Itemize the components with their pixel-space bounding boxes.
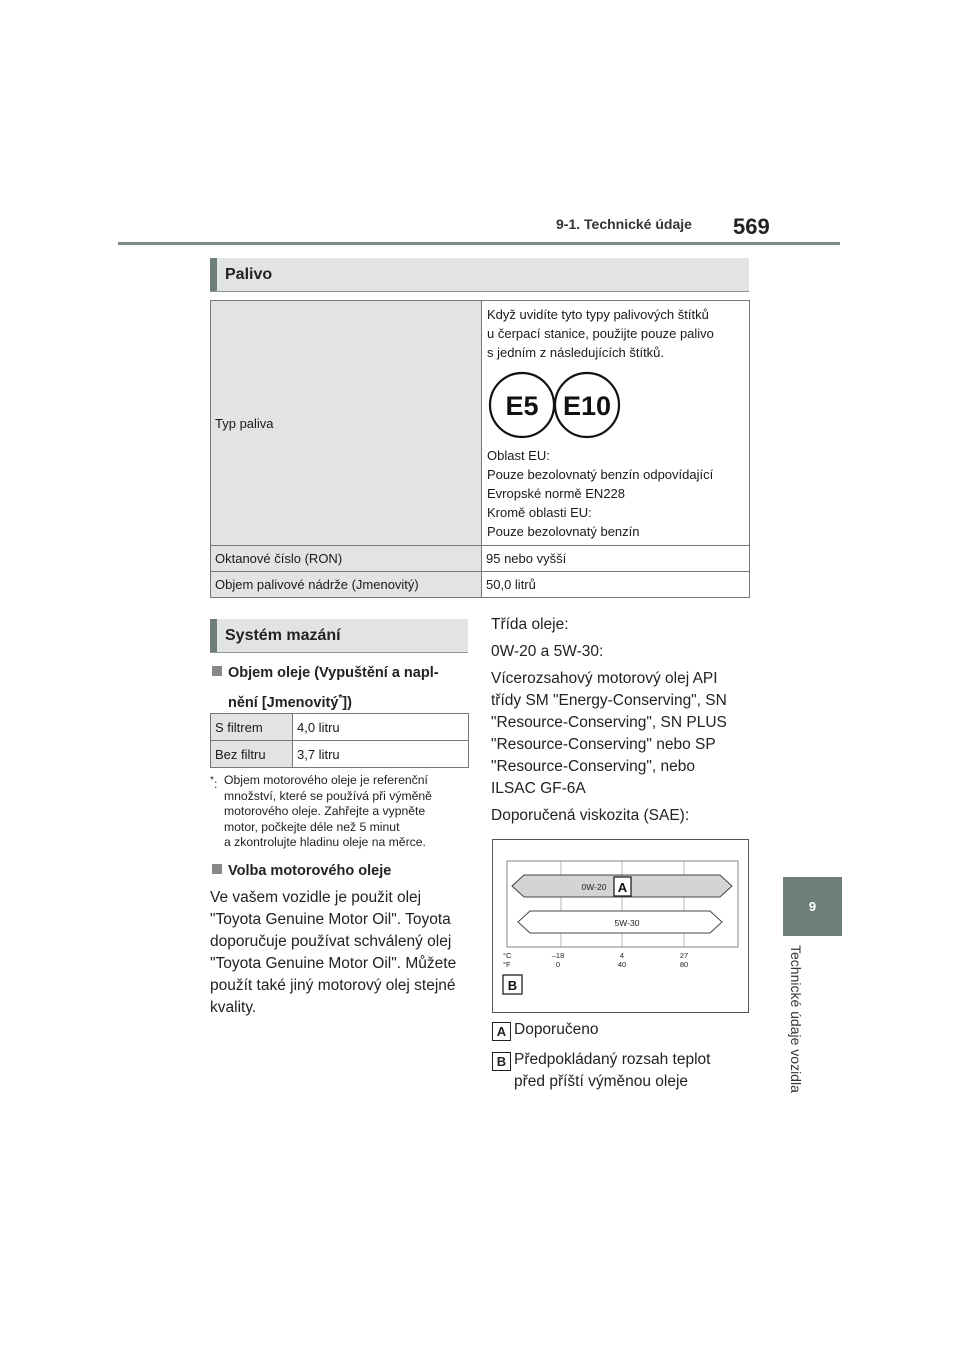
with-filter-value: 4,0 litru	[293, 714, 469, 741]
section-bar	[210, 258, 217, 291]
legend-tag-b: B	[492, 1052, 511, 1071]
heading-line: ])	[342, 694, 352, 711]
footnote-line: motor, počkejte déle než 5 minut	[224, 819, 400, 834]
footnote-line: a zkontrolujte hladinu oleje na měrce.	[224, 835, 426, 849]
fuel-note-line: Pouze bezolovnatý benzín odpovídající	[487, 467, 714, 482]
heading-line: nění [Jmenovitý	[228, 694, 339, 711]
section-bar	[210, 619, 217, 652]
section-title: 9-1. Technické údaje	[556, 216, 692, 232]
fuel-type-label: Typ paliva	[211, 301, 482, 546]
footnote-line: množství, které se používá při výměně	[224, 788, 432, 803]
oil-quantity-table	[210, 713, 469, 768]
oil-choice-heading	[212, 863, 391, 879]
legend-item-b	[492, 1049, 752, 1093]
e10-badge: E10	[562, 391, 612, 421]
text-line: kvality.	[210, 999, 257, 1016]
text-line: ILSAC GF-6A	[491, 780, 586, 797]
footnote-star: *	[210, 775, 214, 786]
viscosity-diagram	[492, 839, 749, 1013]
fuel-table	[210, 300, 750, 598]
tank-value: 50,0 litrů	[482, 572, 750, 598]
text-line: "Resource-Conserving", nebo	[491, 758, 695, 775]
legend-item-a	[492, 1019, 752, 1041]
text-line: "Resource-Conserving" nebo SP	[491, 736, 716, 753]
fuel-intro	[487, 305, 744, 362]
fuel-note-line: Evropské normě EN228	[487, 486, 626, 501]
bar-5w30-label: 5W-30	[614, 918, 640, 928]
table-row	[211, 546, 750, 572]
chapter-tab[interactable]: 9	[783, 877, 842, 936]
table-row	[211, 301, 750, 546]
fuel-note-line: Pouze bezolovnatý benzín	[487, 524, 640, 539]
oil-quantity-heading	[212, 660, 472, 716]
page-number: 569	[733, 214, 770, 239]
oil-choice-text	[210, 887, 472, 1019]
without-filter-label: Bez filtru	[211, 741, 293, 768]
oil-class-label: Třída oleje:	[491, 616, 569, 633]
tag-a: A	[617, 880, 628, 895]
with-filter-label: S filtrem	[211, 714, 293, 741]
unit-celsius: °C	[503, 951, 512, 960]
header-divider	[118, 242, 840, 245]
table-row	[211, 741, 469, 768]
bullet-square-icon	[212, 666, 222, 676]
chapter-title-vertical	[782, 945, 810, 1115]
oil-class-spec	[491, 668, 751, 800]
tick-c-3: 27	[679, 951, 689, 960]
tick-f-1: 0	[555, 960, 561, 969]
fuel-notes	[487, 446, 744, 541]
table-row	[211, 572, 750, 598]
octane-value: 95 nebo vyšší	[482, 546, 750, 572]
fuel-intro-line: s jedním z následujících štítků.	[487, 345, 665, 360]
tick-c-1: –18	[551, 951, 565, 960]
fuel-label-badges	[487, 368, 627, 442]
unit-fahrenheit: °F	[503, 960, 511, 969]
tank-label: Objem palivové nádrže (Jmenovitý)	[211, 572, 482, 598]
tick-f-2: 40	[617, 960, 627, 969]
legend-text: před příští výměnou oleje	[514, 1073, 689, 1090]
fuel-note-line: Kromě oblasti EU:	[487, 505, 592, 520]
oil-class-block	[491, 614, 751, 827]
heading-text: Volba motorového oleje	[228, 863, 392, 879]
legend-text: Doporučeno	[514, 1021, 599, 1038]
bullet-square-icon	[212, 864, 222, 874]
section-header-lube	[210, 619, 468, 653]
footnote: *: Objem motorového oleje je referenční množství, které se používá při výměně motorového oleje. Zahřejte a vypněte motor, počkejte déle než 5 minut a zkontrolujte hladinu oleje na měrce.	[210, 773, 472, 851]
oil-class-grades: 0W-20 a 5W-30:	[491, 643, 604, 660]
section-title-fuel: Palivo	[225, 265, 273, 283]
bar-0w20-label: 0W-20	[581, 882, 607, 892]
tick-f-3: 80	[679, 960, 689, 969]
without-filter-value: 3,7 litru	[293, 741, 469, 768]
viscosity-label: Doporučená viskozita (SAE):	[491, 807, 690, 824]
footnote-line: Objem motorového oleje je referenční	[224, 773, 428, 787]
fuel-intro-line: Když uvidíte tyto typy palivových štítků	[487, 307, 709, 322]
tag-b: B	[507, 978, 518, 993]
text-line: "Toyota Genuine Motor Oil". Můžete	[210, 955, 457, 972]
text-line: použít také jiný motorový olej stejné	[210, 977, 456, 994]
footnote-star: *	[338, 693, 343, 704]
section-header-fuel	[210, 258, 749, 292]
text-line: "Toyota Genuine Motor Oil". Toyota	[210, 911, 451, 928]
octane-label: Oktanové číslo (RON)	[211, 546, 482, 572]
fuel-intro-line: u čerpací stanice, použijte pouze palivo	[487, 326, 714, 341]
legend-text: Předpokládaný rozsah teplot	[514, 1051, 711, 1068]
table-row	[211, 714, 469, 741]
legend-tag-a: A	[492, 1022, 511, 1041]
chapter-title: Technické údaje vozidla	[788, 945, 804, 1093]
footnote-line: motorového oleje. Zahřejte a vypněte	[224, 804, 426, 818]
fuel-note-line: Oblast EU:	[487, 448, 550, 463]
e5-badge: E5	[505, 391, 539, 421]
heading-line: Objem oleje (Vypuštění a napl-	[228, 665, 439, 681]
temperature-grid	[507, 861, 738, 947]
text-line: Ve vašem vozidle je použit olej	[210, 889, 422, 906]
section-title-lube: Systém mazání	[225, 626, 341, 644]
text-line: "Resource-Conserving", SN PLUS	[491, 714, 727, 731]
tick-c-2: 4	[619, 951, 625, 960]
text-line: doporučuje používat schválený olej	[210, 933, 452, 950]
legend	[492, 1019, 752, 1093]
fuel-type-value	[482, 301, 750, 546]
text-line: třídy SM "Energy-Conserving", SN	[491, 692, 727, 709]
text-line: Vícerozsahový motorový olej API	[491, 670, 718, 687]
